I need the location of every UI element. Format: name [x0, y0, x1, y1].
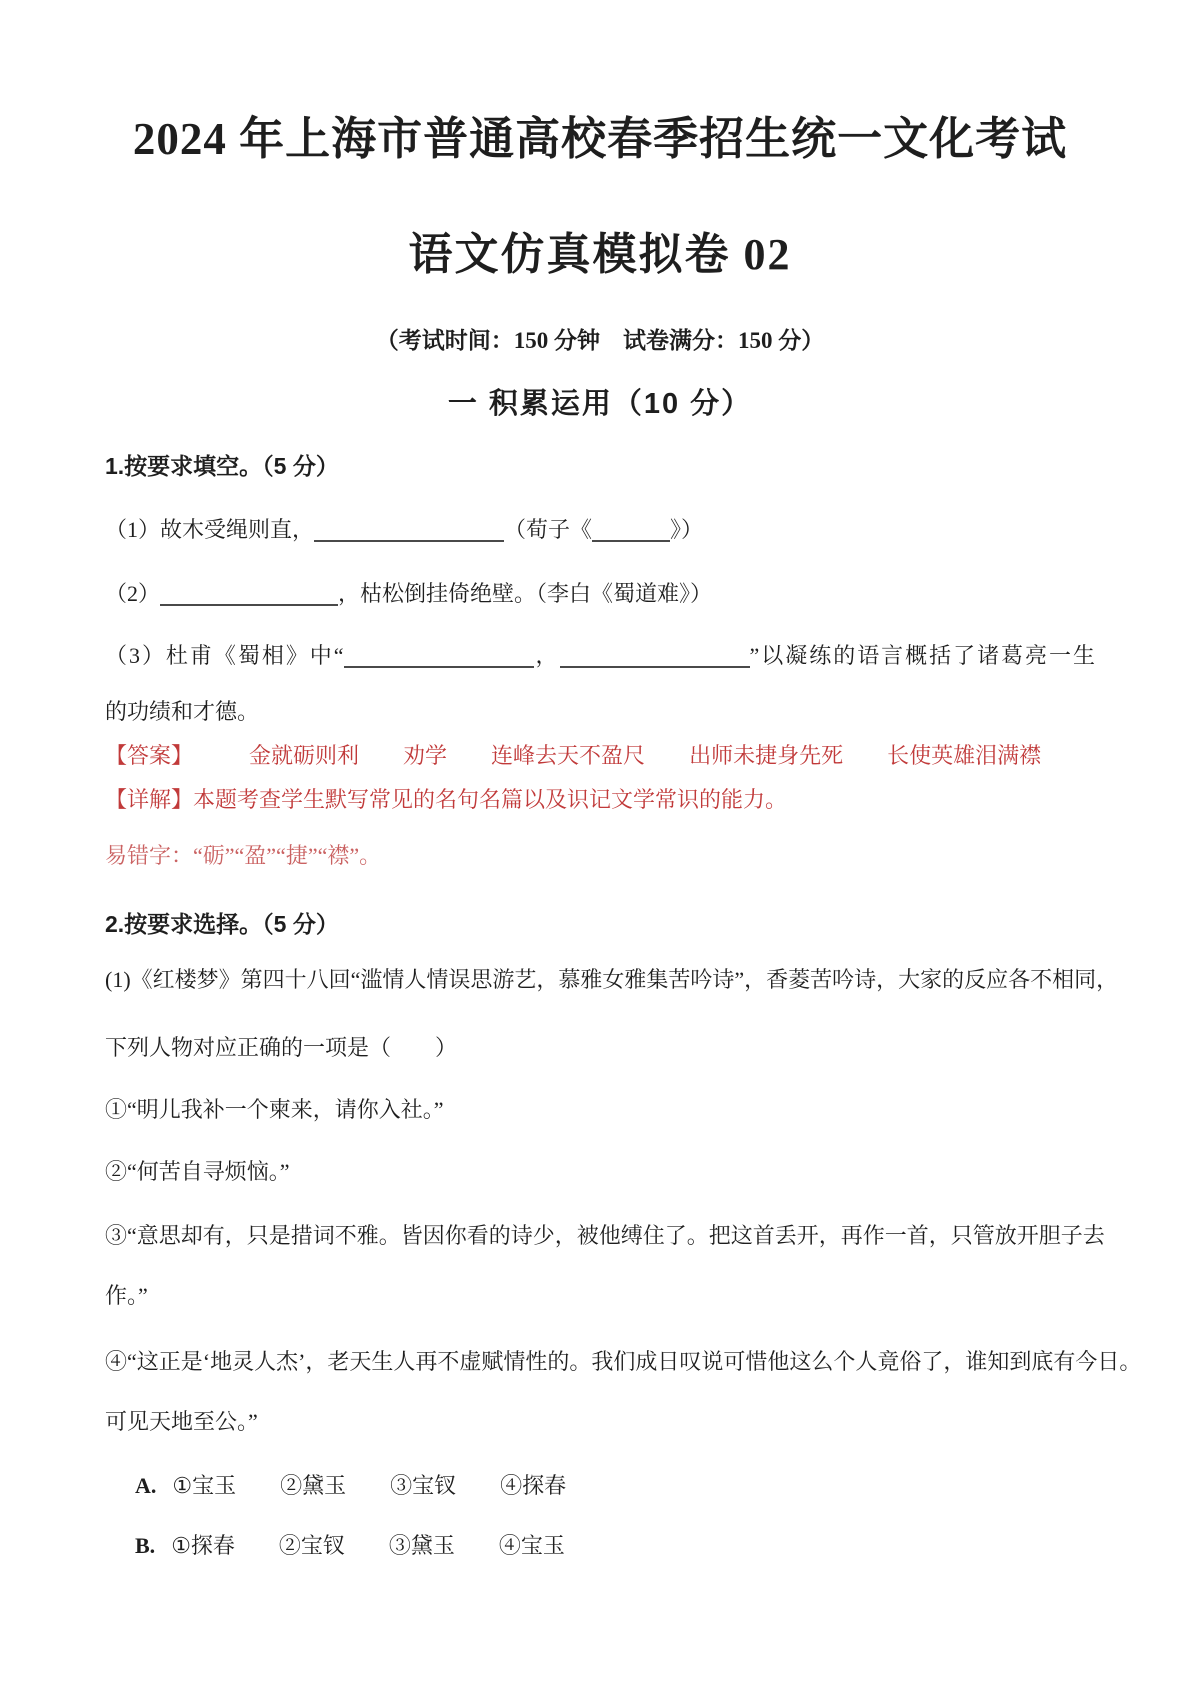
answer-blank	[314, 518, 504, 542]
answer-blank	[592, 518, 670, 542]
q1-item-1-pre: （1）故木受绳则直，	[105, 517, 315, 542]
q1-item-1-post: 》）	[670, 517, 704, 542]
q2-quote-4-continuation: 可见天地至公。”	[105, 1409, 258, 1434]
exam-title-line1: 2024 年上海市普通高校春季招生统一文化考试	[132, 114, 1068, 164]
q1-item-1-mid: （荀子《	[504, 517, 593, 542]
q1-item-3-mid: ，	[533, 643, 560, 668]
section1-heading: 一 积累运用（10 分）	[447, 388, 753, 420]
answer-item-5: 长使英雄泪满襟	[887, 743, 1042, 768]
q1-item-3-continuation: 的功绩和才德。	[105, 699, 260, 724]
answer-item-1: 金就砺则利	[249, 743, 360, 768]
q1-item-3	[105, 642, 1095, 670]
q1-item-2-pre: （2）	[105, 581, 161, 606]
answer-item-3: 连峰去天不盈尺	[491, 743, 646, 768]
q2-intro-line2: 下列人物对应正确的一项是（ ）	[105, 1035, 458, 1060]
answer-item-2: 劝学	[403, 743, 448, 768]
q2-quote-2: ②“何苦自寻烦恼。”	[105, 1159, 290, 1184]
q1-item-3-post: ”以凝练的语言概括了诸葛亮一生	[749, 643, 1095, 668]
answer-blank	[344, 644, 534, 668]
q1-error-note: 易错字：“砺”“盈”“捷”“襟”。	[105, 843, 382, 868]
exam-title-line2: 语文仿真模拟卷 02	[408, 230, 792, 279]
q1-heading: 1.按要求填空。（5 分）	[105, 453, 339, 479]
q1-explanation-line: 【详解】本题考查学生默写常见的名句名篇以及识记文学常识的能力。	[105, 787, 788, 812]
q2-option-b	[105, 1532, 1095, 1560]
answer-blank	[160, 582, 338, 606]
q1-item-3-pre: （3）杜甫《蜀相》中“	[105, 643, 344, 668]
q2-heading: 2.按要求选择。（5 分）	[105, 911, 339, 937]
q2-option-a	[105, 1472, 1095, 1500]
option-a-label: A.	[135, 1473, 157, 1498]
option-b-text: ①探春 ②宝钗 ③黛玉 ④宝玉	[171, 1533, 565, 1558]
answer-item-4: 出师未捷身先死	[689, 743, 844, 768]
answer-blank	[560, 644, 750, 668]
q1-item-2	[105, 580, 1095, 608]
q1-answer-line	[105, 742, 1095, 770]
q2-quote-3-continuation: 作。”	[105, 1283, 148, 1308]
q2-quote-3: ③“意思却有，只是措词不雅。皆因你看的诗少，被他缚住了。把这首丢开，再作一首，只管放开胆子去	[105, 1223, 1105, 1248]
q2-quote-1: ①“明儿我补一个柬来，请你入社。”	[105, 1097, 444, 1122]
answer-label: 【答案】	[105, 743, 194, 768]
q1-item-2-post: ，枯松倒挂倚绝壁。（李白《蜀道难》）	[338, 581, 713, 606]
option-b-label: B.	[135, 1533, 156, 1558]
option-a-text: ①宝玉 ②黛玉 ③宝钗 ④探春	[172, 1473, 567, 1498]
q2-intro-line1: (1)《红楼梦》第四十八回“滥情人情误思游艺，慕雅女雅集苦吟诗”，香菱苦吟诗，大家的反应各不相同，	[105, 967, 1119, 992]
exam-meta-info: （考试时间：150 分钟 试卷满分：150 分）	[375, 328, 825, 353]
q1-item-1	[105, 516, 1095, 544]
q2-quote-4: ④“这正是‘地灵人杰’，老天生人再不虚赋情性的。我们成日叹说可惜他这么个人竟俗了，谁知到底有今日。	[105, 1349, 1142, 1374]
